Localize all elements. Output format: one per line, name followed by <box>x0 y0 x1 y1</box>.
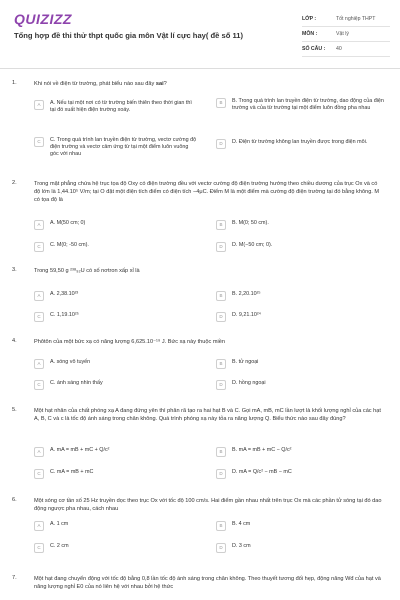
option-text: C. mA = mB + mC <box>50 469 94 475</box>
option-b[interactable] <box>216 447 390 457</box>
option-a[interactable] <box>34 291 198 301</box>
option-key: D <box>216 242 226 252</box>
option-key: D <box>216 139 226 149</box>
option-text: A. 1 cm <box>50 521 69 527</box>
option-text: B. Trong quá trình lan truyền điện từ trường, dao động của điện trường và của từ trường tại một điểm luôn đồng pha nhau <box>232 98 384 111</box>
option-text: D. hồng ngoại <box>232 380 266 386</box>
option-text: B. 4 cm <box>232 521 251 527</box>
option-text: A. sóng vô tuyến <box>50 359 91 365</box>
option-text: C. 1,19.10²⁵ <box>50 312 79 318</box>
info-value: 40 <box>336 46 342 52</box>
info-row-subject <box>302 27 390 42</box>
option-key: D <box>216 380 226 390</box>
option-a[interactable] <box>34 220 198 230</box>
question-text: Trong 59,50 g ²³⁸₉₂U có số nơtron xấp xỉ là <box>34 268 140 274</box>
option-b[interactable] <box>216 98 390 112</box>
option-d[interactable] <box>216 242 390 252</box>
option-text: D. 9,21.10²⁴ <box>232 312 261 318</box>
option-key: A <box>34 220 44 230</box>
option-key: D <box>216 469 226 479</box>
option-text: B. 2,20.10²⁵ <box>232 291 261 297</box>
option-text: B. tử ngoại <box>232 359 259 365</box>
question-number: 2. <box>12 180 17 186</box>
question-number: 4. <box>12 338 17 344</box>
option-b[interactable] <box>216 521 390 531</box>
option-a[interactable] <box>34 100 198 114</box>
option-key: C <box>34 137 44 147</box>
option-c[interactable] <box>34 469 198 479</box>
option-text: C. M(0; -50 cm). <box>50 242 89 248</box>
option-text: D. mA = Q/c² − mB − mC <box>232 469 292 475</box>
option-b[interactable] <box>216 359 390 369</box>
question-number: 3. <box>12 267 17 273</box>
option-c[interactable] <box>34 380 198 390</box>
question-text: Trong mặt phẳng chứa hệ trục tọa độ Oxy có điện trường đều với vectơ cường độ điện trường hướng theo chiều dương của trục Ox và có độ lớn là 1,44.10⁵ V/m; tại O đặt một điện tích điểm có điện tích −4μC. Điểm M là một điểm mà cường độ điện trường tại đó bằng không. M có tọa độ là <box>34 181 380 203</box>
option-d[interactable] <box>216 543 390 553</box>
option-key: B <box>216 98 226 108</box>
option-key: C <box>34 312 44 322</box>
option-key: B <box>216 447 226 457</box>
option-text: B. M(0; 50 cm). <box>232 220 269 226</box>
option-d[interactable] <box>216 380 390 390</box>
option-key: B <box>216 291 226 301</box>
option-d[interactable] <box>216 139 390 149</box>
option-key: A <box>34 521 44 531</box>
option-key: B <box>216 359 226 369</box>
option-key: A <box>34 359 44 369</box>
option-b[interactable] <box>216 291 390 301</box>
question-number: 7. <box>12 575 17 581</box>
option-a[interactable] <box>34 521 198 531</box>
option-key: A <box>34 447 44 457</box>
option-text: C. ánh sáng nhìn thấy <box>50 380 103 386</box>
option-key: D <box>216 312 226 322</box>
worksheet-info <box>302 12 390 57</box>
option-key: C <box>34 469 44 479</box>
info-label: LỚP : <box>302 16 317 22</box>
option-text: D. M(−50 cm; 0). <box>232 242 273 248</box>
option-c[interactable] <box>34 137 198 158</box>
option-b[interactable] <box>216 220 390 230</box>
option-c[interactable] <box>34 312 198 322</box>
question-number: 5. <box>12 407 17 413</box>
worksheet-header <box>0 0 400 70</box>
option-text: D. 3 cm <box>232 543 251 549</box>
info-row-class <box>302 12 390 27</box>
option-d[interactable] <box>216 469 390 479</box>
option-key: C <box>34 380 44 390</box>
info-value: Tốt nghiệp THPT <box>336 16 376 22</box>
option-key: D <box>216 543 226 553</box>
option-key: C <box>34 543 44 553</box>
option-text: A. 2,38.10²³ <box>50 291 79 297</box>
option-text: A. mA = mB + mC + Q/c² <box>50 447 110 453</box>
worksheet-title: Tổng hợp đề thi thử thpt quốc gia môn Vật lí cực hay( đề số 11) <box>14 31 244 40</box>
question-text: Phôtôn của một bức xạ có năng lượng 6,625.10⁻¹⁹ J. Bức xạ này thuộc miền <box>34 339 225 345</box>
option-a[interactable] <box>34 359 198 369</box>
info-label: SỐ CÂU : <box>302 46 326 52</box>
info-label: MÔN : <box>302 31 318 37</box>
option-c[interactable] <box>34 242 198 252</box>
question-number: 6. <box>12 497 17 503</box>
option-a[interactable] <box>34 447 198 457</box>
question-number: 1. <box>12 80 17 86</box>
option-key: C <box>34 242 44 252</box>
option-text: A. M(50 cm; 0) <box>50 220 86 226</box>
option-text: D. Điện từ trường không lan truyền được trong điện môi. <box>232 139 368 145</box>
header-divider <box>0 68 400 69</box>
info-row-count <box>302 42 390 57</box>
question-text: Một hạt đang chuyển động với tốc độ bằng 0,8 lần tốc độ ánh sáng trong chân không. Theo thuyết tương đối hẹp, động năng Wđ của hạt và năng lượng nghỉ E0 của nó liên hệ với nhau bởi hệ thức <box>34 576 381 590</box>
option-text: C. 2 cm <box>50 543 69 549</box>
info-value: Vật lý <box>336 31 349 37</box>
option-key: A <box>34 100 44 110</box>
option-text: B. mA = mB + mC − Q/c² <box>232 447 292 453</box>
question-text: Một sóng cơ tần số 25 Hz truyền dọc theo trục Ox với tốc độ 100 cm/s. Hai điểm gần nhau nhất trên trục Ox mà các phần tử sóng tại đó dao động ngược pha nhau, cách nhau <box>34 498 382 512</box>
question-text: Một hạt nhân của chất phóng xạ A đang đứng yên thì phân rã tạo ra hai hạt B và C. Gọi mA, mB, mC lần lượt là khối lượng nghỉ của các hạt A, B, C và c là tốc độ ánh sáng trong chân không. Quá trình phóng xạ này tỏa ra năng lượng Q. Biểu thức nào sau đây đúng? <box>34 408 381 422</box>
option-key: A <box>34 291 44 301</box>
question-text: Khi nói về điện từ trường, phát biểu nào sau đây sai? <box>34 81 167 87</box>
quizizz-logo: QUIZIZZ <box>14 11 72 27</box>
option-d[interactable] <box>216 312 390 322</box>
option-text: C. Trong quá trình lan truyền điện từ trường, vectơ cường độ điện trường và vectơ cảm ứng từ tại một điểm luôn vuông góc với nhau <box>50 137 197 157</box>
option-key: B <box>216 220 226 230</box>
option-text: A. Nếu tại một nơi có từ trường biến thiên theo thời gian thì tại đó xuất hiện điện trường xoáy. <box>50 100 192 113</box>
option-key: B <box>216 521 226 531</box>
option-c[interactable] <box>34 543 198 553</box>
